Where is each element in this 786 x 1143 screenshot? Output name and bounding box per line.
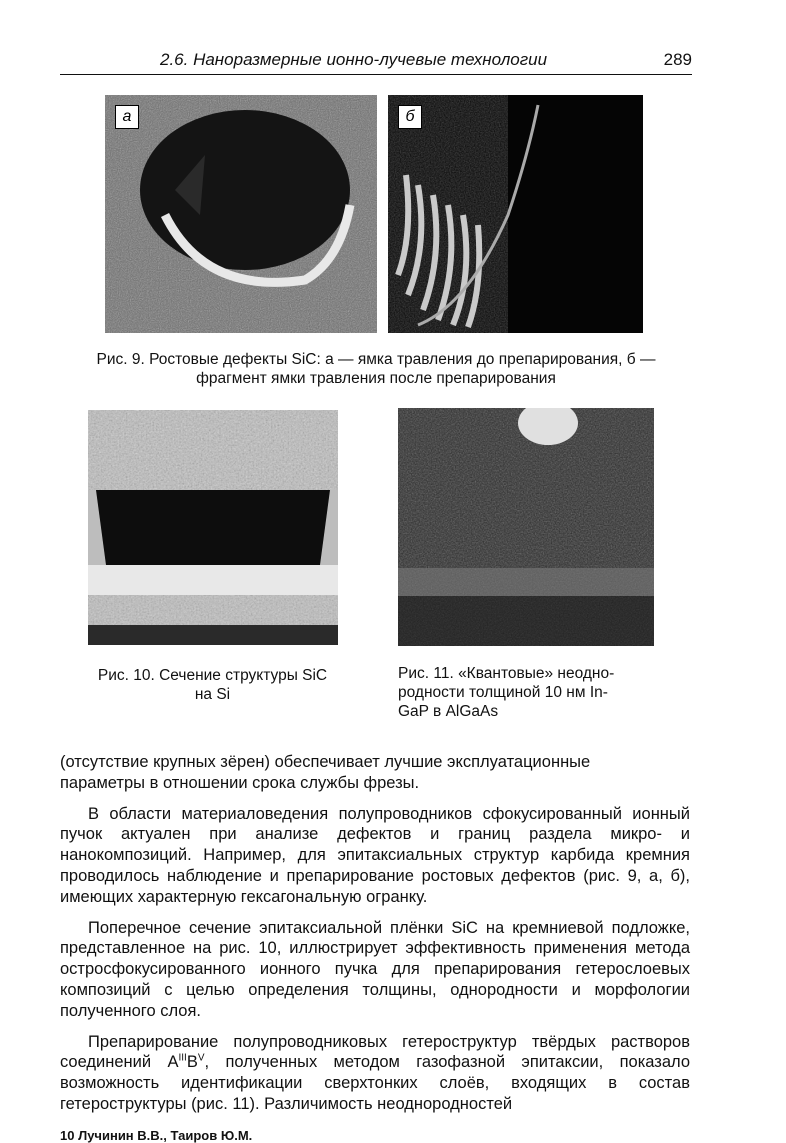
paragraph-2: В области материаловедения полупроводников сфокусированный ионный пучок актуален при анализе дефектов и границ раздела микро- и нанокомпозиций. Например, для эпитаксиальных структур карбида кремния проводилось наблюдение и препарирование ростовых дефектов (рис. 9, а, б), имеющих характерную гексагональную огранку.: [60, 804, 690, 906]
figure-10-caption: [70, 666, 355, 704]
paragraph-4-start: Препарирование полупроводниковых гетероструктур твёрдых растворов соединений A: [60, 1032, 690, 1072]
figure-11-caption: [398, 664, 660, 721]
superscript-iii: III: [178, 1052, 187, 1064]
figure-9a-image: [105, 95, 377, 333]
figure-10-caption-line2: на Si: [194, 686, 231, 703]
paragraph-1-line1: (отсутствие крупных зёрен) обеспечивает лучшие эксплуатационные: [60, 753, 591, 771]
superscript-v: V: [197, 1052, 205, 1064]
subfigure-label-a: а: [115, 105, 139, 129]
subfigure-label-b: б: [398, 105, 422, 129]
body-text: [60, 752, 690, 1115]
paragraph-1: [60, 752, 690, 794]
figure-11-caption-line2: родности толщиной 10 нм In-: [398, 684, 608, 701]
figure-10-caption-line1: Рис. 10. Сечение структуры SiC: [97, 667, 328, 684]
figure-9-caption-line2: фрагмент ямки травления после препарирования: [196, 370, 556, 387]
figure-9b-image: [388, 95, 643, 333]
running-header: [60, 50, 692, 75]
figure-11-caption-line3: GaP в AlGaAs: [398, 703, 499, 720]
figure-11-image: [398, 408, 654, 646]
paragraph-4-mid: B: [186, 1053, 198, 1072]
paragraph-4-end: , полученных методом газофазной эпитаксии, показало возможность идентификации сверхтонких слоёв, входящих в состав гетероструктуры (рис. 11). Различимость неоднородностей: [60, 1053, 690, 1113]
paragraph-1-line2: параметры в отношении срока службы фрезы.: [60, 773, 420, 792]
paragraph-3: Поперечное сечение эпитаксиальной плёнки SiC на кремниевой подложке, представленное на рис. 10, иллюстрирует эффективность применения метода остросфокусированного ионного пучка для препарирования гетерослоевых композиций с целью определения толщины, однородности и морфологии полученного слоя.: [60, 918, 690, 1020]
paragraph-4: [60, 1032, 690, 1115]
figure-9-caption-line1: Рис. 9. Ростовые дефекты SiC: а — ямка травления до препарирования, б —: [96, 351, 656, 368]
figure-10-image: [88, 410, 338, 645]
page-number: 289: [663, 50, 692, 69]
footer-signature: 10 Лучинин В.В., Таиров Ю.М.: [60, 1128, 253, 1143]
figure-11-caption-line1: Рис. 11. «Квантовые» неодно-: [398, 665, 615, 682]
figure-9-caption: [60, 350, 692, 388]
section-title: 2.6. Наноразмерные ионно-лучевые технологии: [160, 50, 548, 69]
